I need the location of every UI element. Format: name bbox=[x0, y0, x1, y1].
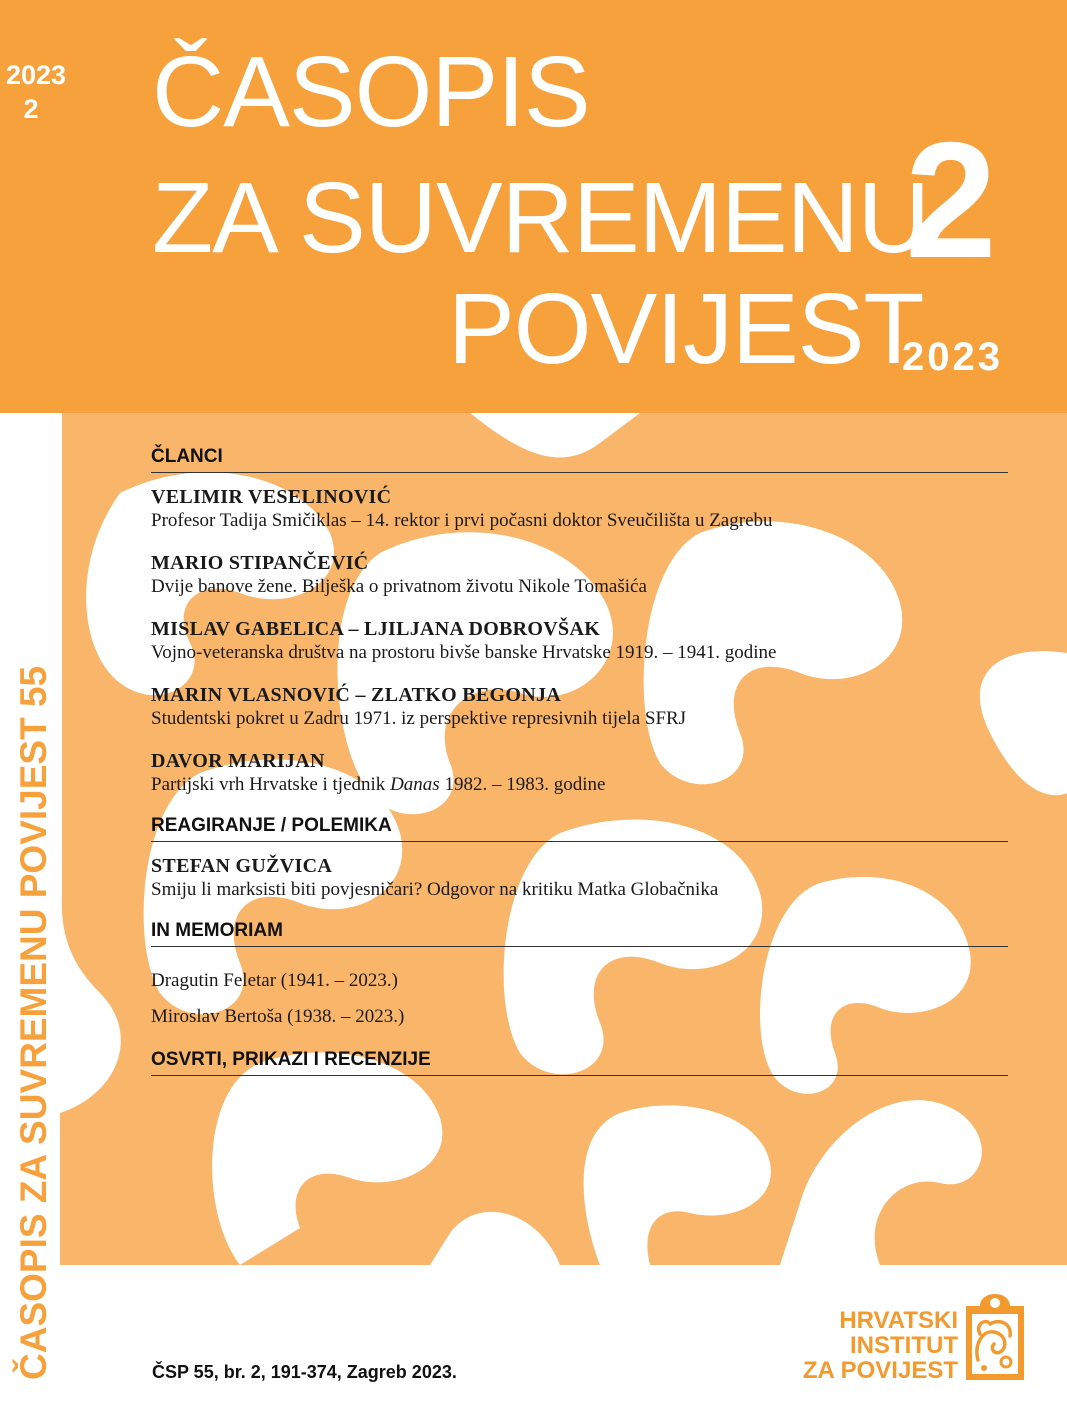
section-heading-osvrti: OSVRTI, PRIKAZI I RECENZIJE bbox=[151, 1049, 1008, 1076]
side-year-issue bbox=[6, 58, 67, 126]
entry-title: Profesor Tadija Smičiklas – 14. rektor i prvi počasni doktor Sveučilišta u Zagrebu bbox=[151, 510, 773, 531]
title-line-2: ZA SUVREMENU bbox=[152, 162, 930, 274]
issue-number: 2 bbox=[905, 108, 997, 292]
section-heading-clanci: ČLANCI bbox=[151, 446, 1008, 473]
table-of-contents bbox=[151, 446, 1008, 1088]
publisher-logo-icon bbox=[960, 1290, 1030, 1382]
entry-author: STEFAN GUŽVICA bbox=[151, 855, 333, 877]
publisher-line: HRVATSKI bbox=[839, 1307, 958, 1334]
side-issue: 2 bbox=[23, 94, 39, 124]
entry-author: MARIN VLASNOVIĆ – ZLATKO BEGONJA bbox=[151, 684, 562, 706]
publisher-name bbox=[760, 1308, 958, 1383]
section-heading-polemika: REAGIRANJE / POLEMIKA bbox=[151, 815, 1008, 842]
entry-title: Smiju li marksisti biti povjesničari? Odgovor na kritiku Matka Globačnika bbox=[151, 879, 719, 900]
title-line-3: POVIJEST bbox=[448, 273, 924, 385]
entry-title: Dvije banove žene. Bilješka o privatnom životu Nikole Tomašića bbox=[151, 576, 647, 597]
memoriam-item: Miroslav Bertoša (1938. – 2023.) bbox=[151, 1006, 405, 1027]
toc-entry bbox=[151, 551, 1008, 599]
entry-author: DAVOR MARIJAN bbox=[151, 750, 325, 772]
memoriam-item: Dragutin Feletar (1941. – 2023.) bbox=[151, 970, 398, 991]
toc-entry bbox=[151, 617, 1008, 665]
toc-entry bbox=[151, 749, 1008, 797]
toc-entry bbox=[151, 485, 1008, 533]
entry-author: MISLAV GABELICA – LJILJANA DOBROVŠAK bbox=[151, 618, 601, 640]
issue-year: 2023 bbox=[902, 335, 1003, 379]
entry-title: Vojno-veteranska društva na prostoru bivše banske Hrvatske 1919. – 1941. godine bbox=[151, 642, 777, 663]
section-heading-memoriam: IN MEMORIAM bbox=[151, 920, 1008, 947]
entry-title-italic: Danas bbox=[390, 774, 440, 795]
entry-author: MARIO STIPANČEVIĆ bbox=[151, 552, 369, 574]
side-year: 2023 bbox=[6, 60, 67, 90]
entry-title bbox=[151, 773, 1008, 797]
citation-footer: ČSP 55, br. 2, 191-374, Zagreb 2023. bbox=[152, 1362, 457, 1382]
header-band bbox=[0, 0, 1067, 413]
toc-entry bbox=[151, 854, 1008, 902]
toc-entry bbox=[151, 683, 1008, 731]
title-line-1: ČASOPIS bbox=[152, 36, 590, 148]
entry-title-part: Partijski vrh Hrvatske i tjednik bbox=[151, 774, 391, 795]
entry-title-part: 1982. – 1983. godine bbox=[439, 774, 606, 795]
publisher-line: INSTITUT bbox=[850, 1332, 958, 1359]
entry-author: VELIMIR VESELINOVIĆ bbox=[151, 486, 392, 508]
entry-title: Studentski pokret u Zadru 1971. iz perspektive represivnih tijela SFRJ bbox=[151, 708, 687, 729]
spine-title: ČASOPIS ZA SUVREMENU POVIJEST 55 bbox=[13, 665, 54, 1380]
publisher-line: ZA POVIJEST bbox=[802, 1357, 958, 1384]
